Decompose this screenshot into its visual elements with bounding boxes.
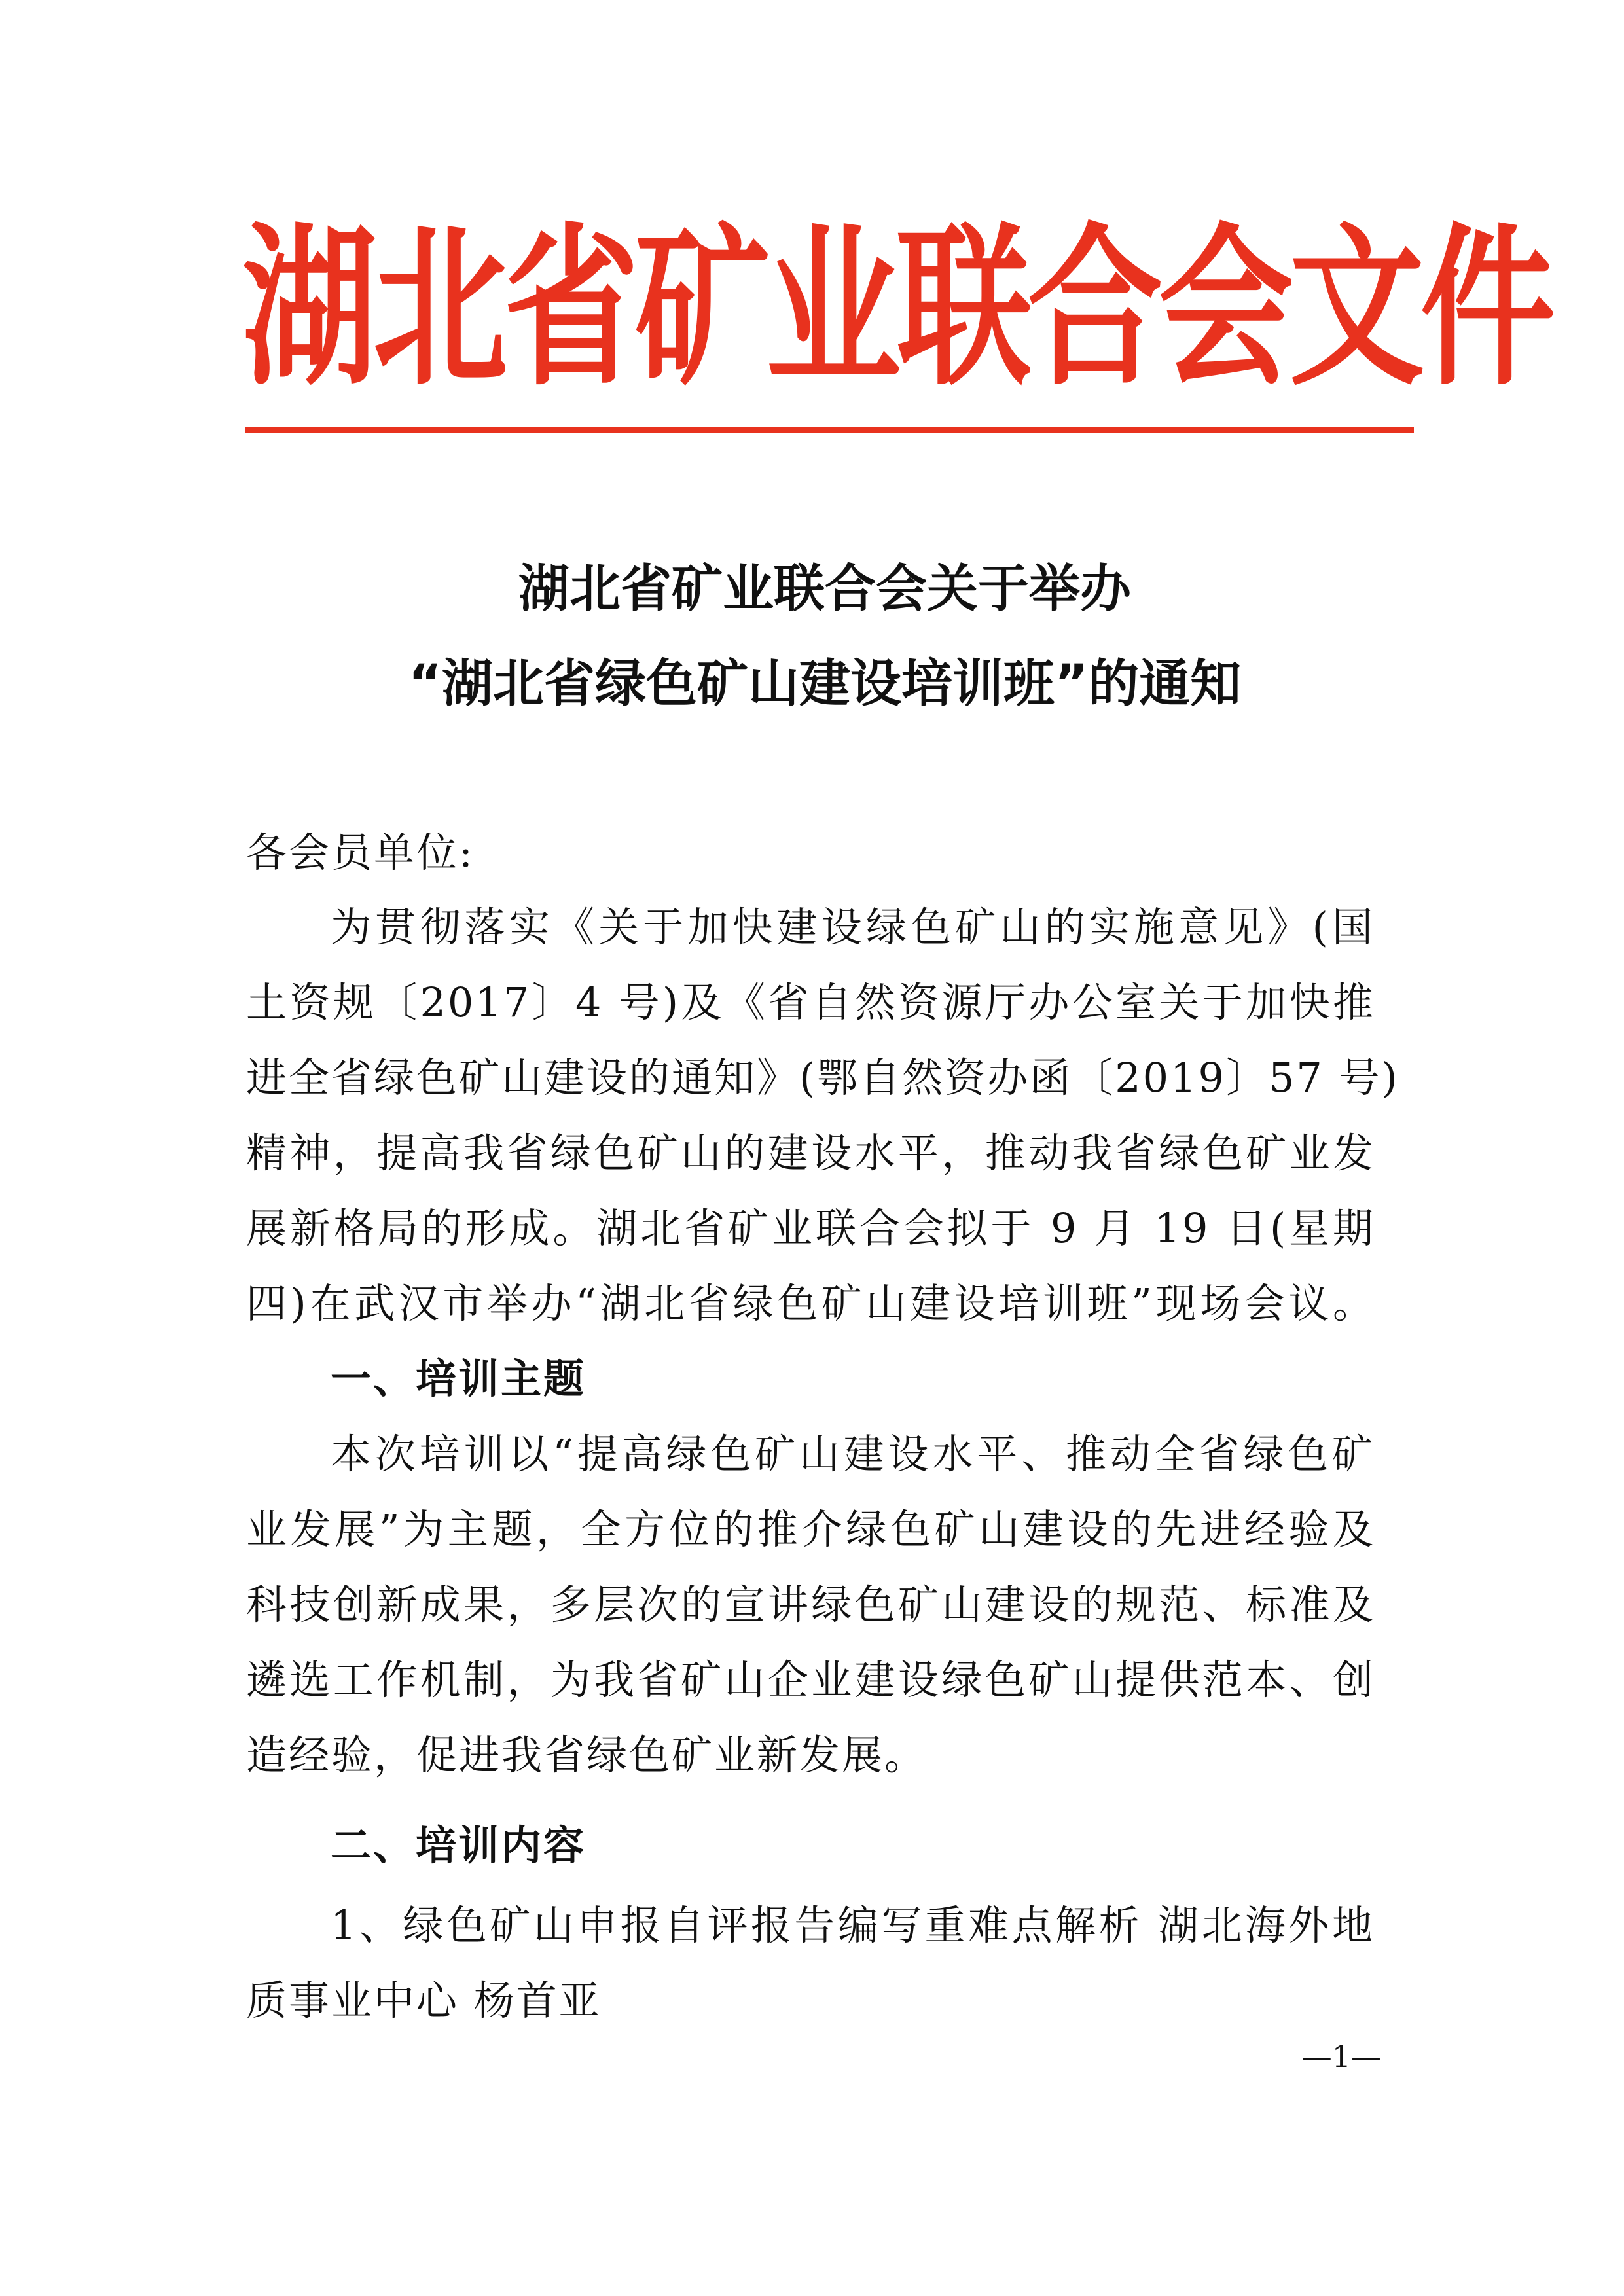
- notice-title-line-1: 湖北省矿业联合会关于举办: [518, 560, 1131, 619]
- theme-line: 科技创新成果，多层次的宣讲绿色矿山建设的规范、标准及: [246, 1581, 1375, 1628]
- section-heading-training-theme: 一、培训主题: [331, 1355, 586, 1403]
- theme-line: 业发展”为主题，全方位的推介绿色矿山建设的先进经验及: [246, 1505, 1375, 1553]
- theme-line: 遴选工作机制，为我省矿山企业建设绿色矿山提供范本、创: [246, 1656, 1375, 1704]
- content-line: 1、绿色矿山申报自评报告编写重难点解析 湖北海外地: [331, 1901, 1375, 1949]
- page-number: —1—: [1301, 2039, 1381, 2074]
- section-heading-training-content: 二、培训内容: [331, 1821, 586, 1869]
- intro-line: 四)在武汉市举办“湖北省绿色矿山建设培训班”现场会议。: [246, 1280, 1375, 1327]
- theme-line: 本次培训以“提高绿色矿山建设水平、推动全省绿色矿: [331, 1430, 1375, 1478]
- salutation: 各会员单位:: [246, 829, 475, 876]
- content-line: 质事业中心 杨首亚: [246, 1977, 602, 2024]
- intro-line: 精神，提高我省绿色矿山的建设水平，推动我省绿色矿业发: [246, 1129, 1375, 1177]
- masthead-red-rule: [245, 427, 1414, 433]
- intro-line: 土资规〔2017〕4 号)及《省自然资源厅办公室关于加快推: [246, 978, 1375, 1026]
- theme-line: 造经验，促进我省绿色矿业新发展。: [246, 1731, 928, 1779]
- notice-title-line-2: “湖北省绿色矿山建设培训班”的通知: [408, 655, 1242, 713]
- intro-line: 进全省绿色矿山建设的通知》(鄂自然资办函〔2019〕57 号): [246, 1054, 1399, 1102]
- intro-line: 展新格局的形成。湖北省矿业联合会拟于 9 月 19 日(星期: [246, 1204, 1375, 1252]
- masthead-title: 湖北省矿业联合会文件: [242, 206, 1552, 409]
- intro-line: 为贯彻落实《关于加快建设绿色矿山的实施意见》(国: [331, 903, 1375, 951]
